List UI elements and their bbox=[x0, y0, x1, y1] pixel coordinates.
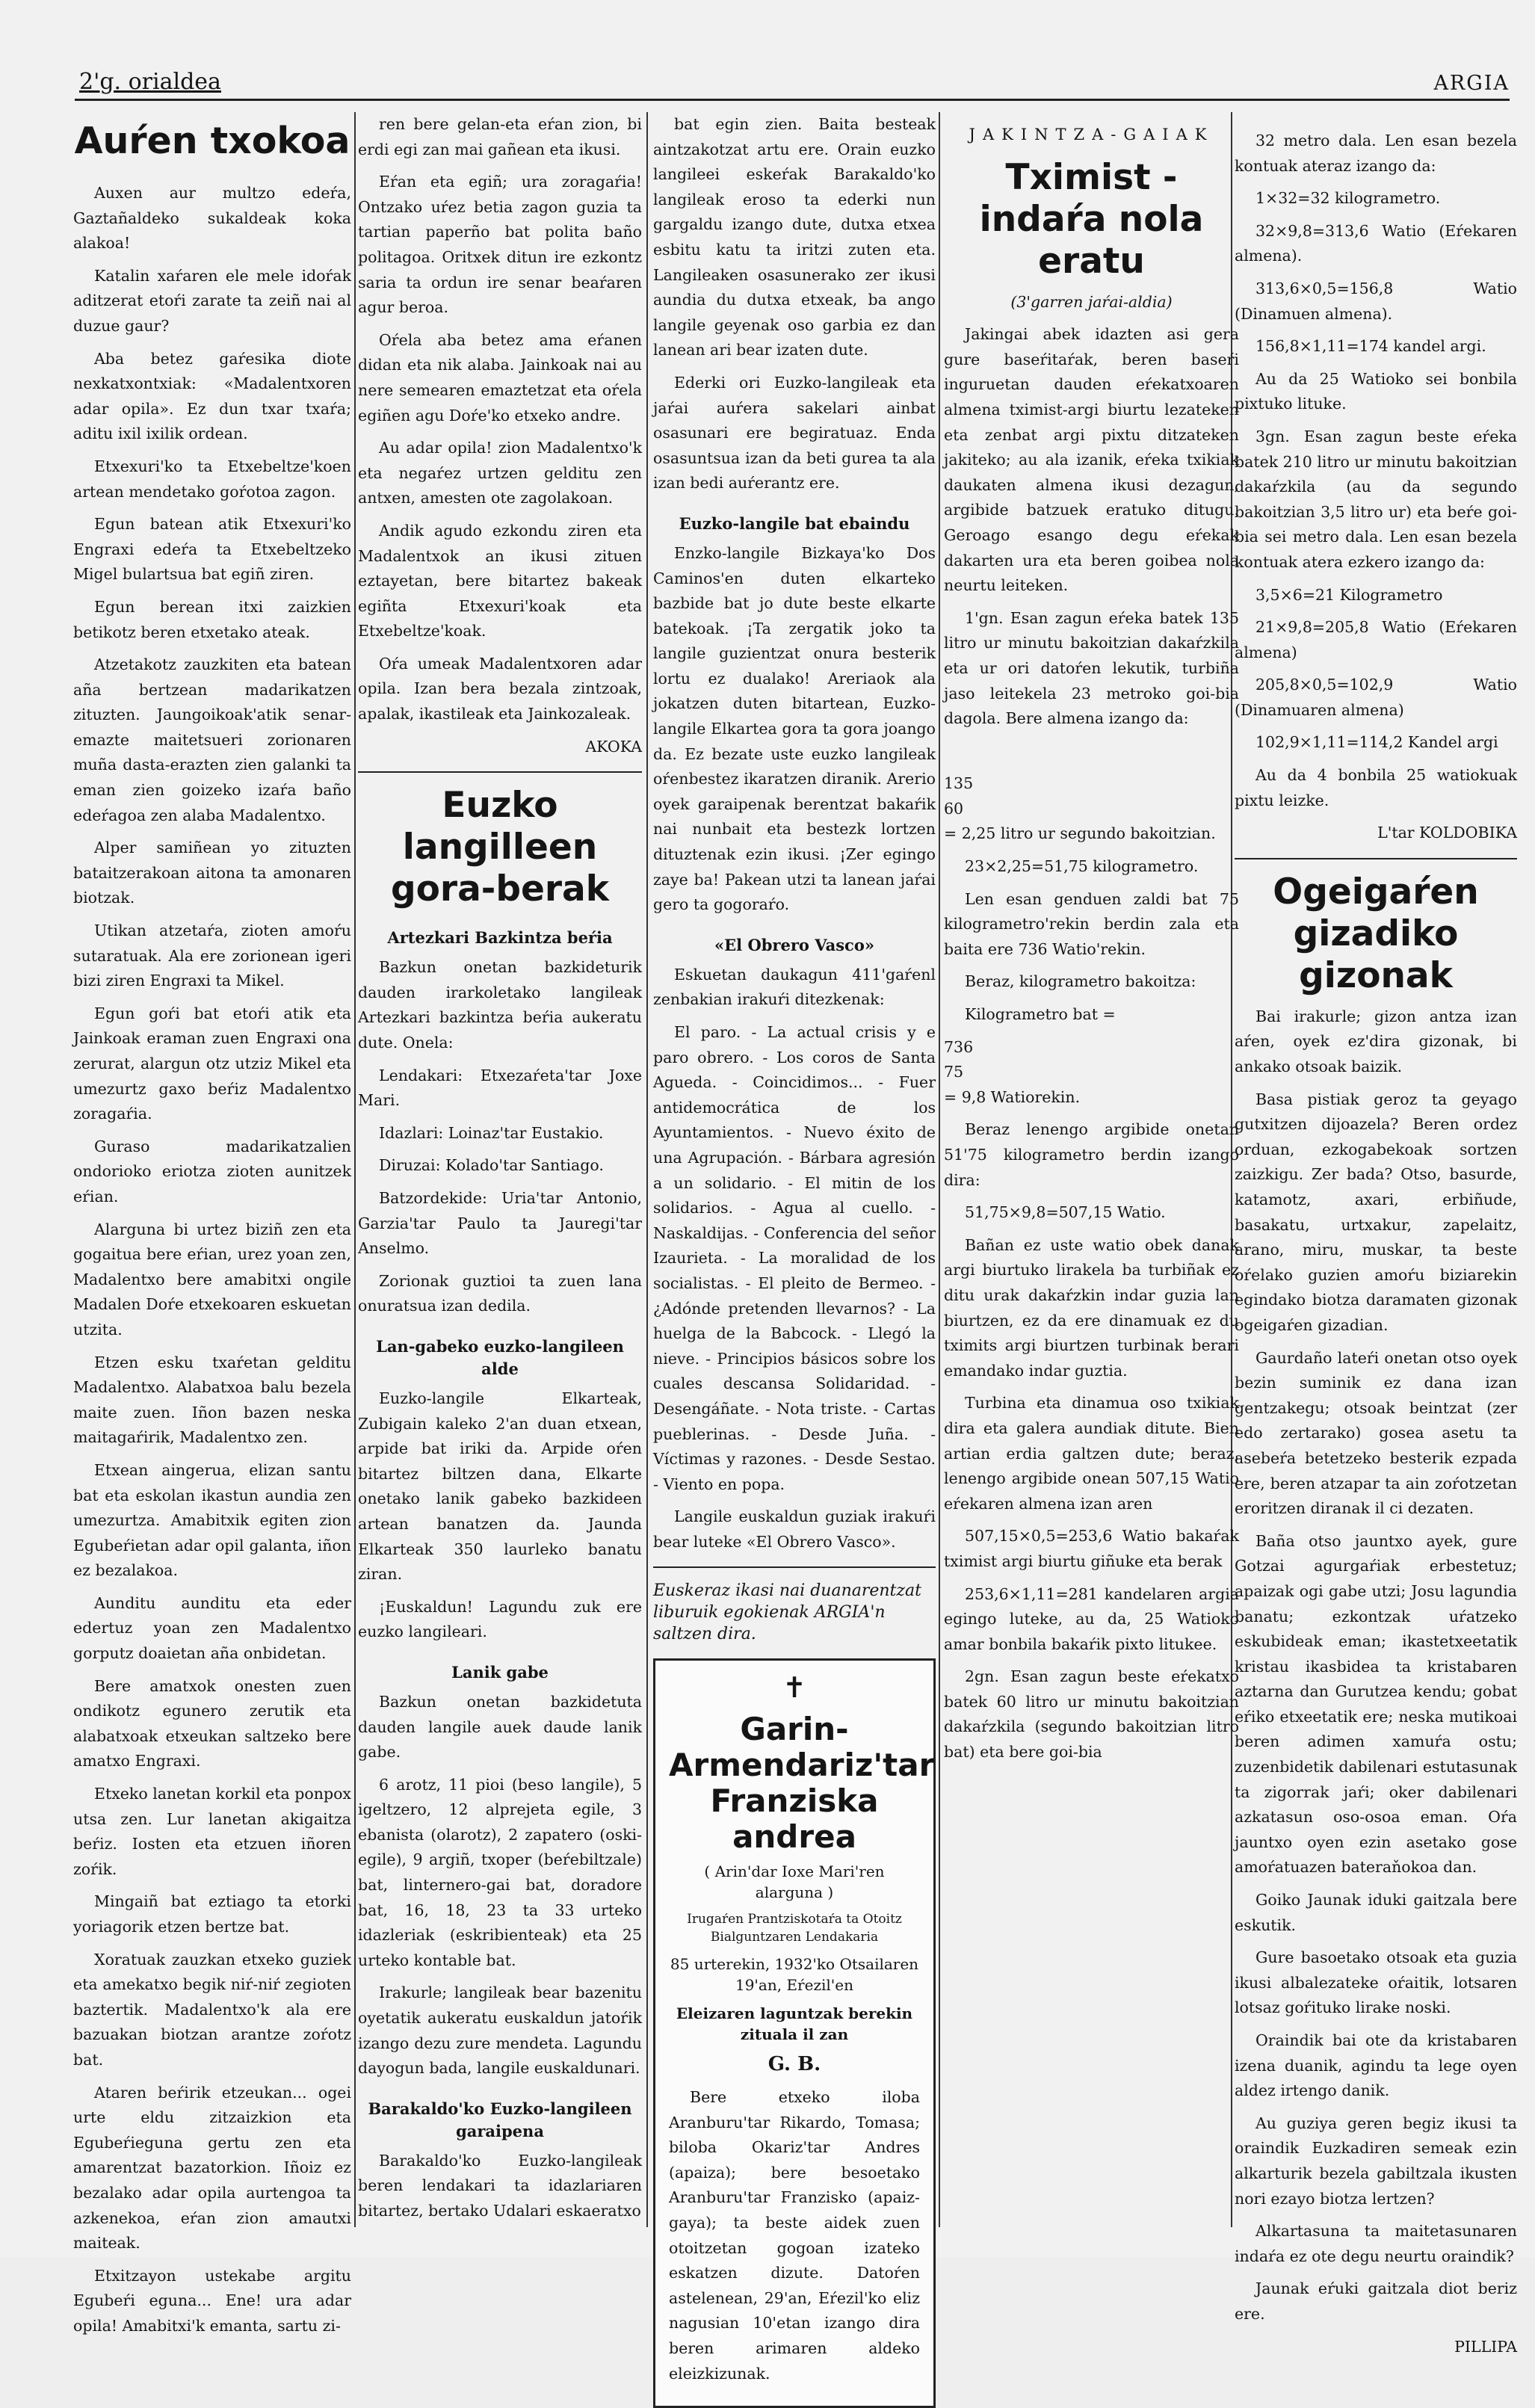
paragraph: 253,6×1,11=281 kandelaren argia egingo luteke, au da, 25 Watioko amar bonbila bakaŕik pixto litukee. bbox=[944, 1584, 1239, 1653]
obituary-subtitle: ( Arin'dar Ioxe Mari'ren alarguna ) bbox=[704, 1862, 885, 1902]
paragraph: Goiko Jaunak iduki gaitzala bere eskutik. bbox=[1235, 1891, 1517, 1934]
paragraph: Egun berean itxi zaizkien betikotz beren etxetako ateak. bbox=[73, 597, 351, 641]
formula-label: Kilogrametro bat = bbox=[965, 1005, 1116, 1024]
formula-line bbox=[944, 1002, 1239, 1028]
signature-akoka: AKOKA bbox=[585, 737, 642, 756]
paragraph: Mingaiñ bat eztiago ta etorki yoriagorik etzen bertze bat. bbox=[73, 1892, 351, 1936]
advertisement-note: Euskeraz ikasi nai duanarentzat liburuik egokienak ARGIA'n saltzen dira. bbox=[653, 1581, 921, 1644]
paragraph: Oŕa umeak Madalentxoren adar opila. Izan bera bezala zintzoak, apalak, ikastileak eta Jainkozaleak. bbox=[358, 654, 642, 723]
headline-tximist: Tximist - indaŕa nola eratu bbox=[979, 156, 1204, 282]
paragraph: Aba betez gaŕesika diote nexkatxontxiak: «Madalentxoren adar opila». Ez dun txar txaŕa; aditu ixil ixilik ordean. bbox=[73, 349, 351, 443]
paragraph: Etxean aingerua, elizan santu bat eta eskolan ikastun aundia zen umezurtza. Amabitxik egiten zion Egubeŕietan adar opil galanta, iñon ez bezalakoa. bbox=[73, 1460, 351, 1580]
subtitle: (3'garren jaŕai-aldia) bbox=[1010, 292, 1173, 311]
column-rule bbox=[354, 112, 356, 2227]
paragraph: Diruzai: Kolado'tar Santiago. bbox=[379, 1156, 604, 1175]
signature-pillipa: PILLIPA bbox=[1454, 2337, 1517, 2356]
paragraph: Au adar opila! zion Madalentxo'k eta negaŕez urtzen gelditu zen antxen, amesten ote zagolakoan. bbox=[358, 439, 642, 507]
section-divider bbox=[653, 1566, 936, 1568]
paragraph: Bai irakurle; gizon antza izan aŕen, oyek ez'dira gizonak, bi ankako otsoak baizik. bbox=[1235, 1007, 1517, 1076]
obituary-name: Garin-Armendariz'tar Franziska andrea bbox=[669, 1711, 935, 1856]
paragraph: Bere amatxok onesten zuen ondikotz egunero zerutik eta alabatxoak etxeukan saltzeko bere amatxo Engraxi. bbox=[73, 1676, 351, 1771]
paragraph: Jakingai abek idazten asi gera gure baseŕitaŕak, beren baseŕi inguruetan dauden eŕekatxoaren almena tximist-argi biurtu lezateken eta zenbat argi pixtu ditzateken jakiteko; au ala izanik, eŕeka txikiak daukaten almena ikusi dezagun, argibide batzuek eratuko ditugu. Geroago esango degu eŕekak dakarten ura eta beren goibea nola neurtu leiteken. bbox=[944, 325, 1239, 595]
paragraph: Zorionak guztioi ta zuen lana onuratsua izan dedila. bbox=[358, 1271, 642, 1315]
formula-text: = 9,8 Watiorekin. bbox=[944, 1087, 1081, 1106]
paragraph: 3,5×6=21 Kilogrametro bbox=[1256, 585, 1443, 604]
column-1 bbox=[73, 112, 351, 2335]
paragraph: Beraz lenengo argibide onetan 51'75 kilogrametro berdin izango dira: bbox=[944, 1120, 1239, 1189]
paragraph: Alkartasuna ta maitetasunaren indaŕa ez ote degu neurtu oraindik? bbox=[1235, 2222, 1517, 2265]
paragraph: Au da 25 Watioko sei bonbila pixtuko lituke. bbox=[1235, 369, 1517, 413]
page-number: 2'g. orialdea bbox=[79, 69, 221, 95]
paragraph: 32×9,8=313,6 Watio (Eŕekaren almena). bbox=[1235, 221, 1517, 265]
column-3 bbox=[653, 112, 936, 2383]
paragraph: 102,9×1,11=114,2 Kandel argi bbox=[1256, 733, 1498, 752]
section-title: Barakaldo'ko Euzko-langileen garaipena bbox=[368, 2099, 632, 2140]
paragraph: Ederki ori Euzko-langileak eta jaŕai auŕera sakelari ainbat osasunari ere begiratuaz. Enda osasuntsua izan da beti gurea ta ala izan bedi auŕerantz ere. bbox=[653, 373, 936, 493]
paragraph: ¡Euskaldun! Lagundu zuk ere euzko langileari. bbox=[358, 1597, 642, 1641]
paragraph: Xoratuak zauzkan etxeko guziek eta amekatxo begik niŕ-niŕ zegioten baztertik. Madalentxo'k ala ere bazuakan biotzan arantze zoŕotz bat. bbox=[73, 1950, 351, 2069]
paragraph: ren bere gelan-eta eŕan zion, bi erdi egi zan mai gañean eta ikusi. bbox=[358, 115, 642, 158]
fraction-numerator: 135 bbox=[944, 774, 974, 793]
paragraph: 6 arotz, 11 pioi (beso langile), 5 igeltzero, 12 alprejeta egile, 3 ebanista (olarotz), 2 zapatero (oski-egile), 9 argiñ, txoper (beŕebiltzale) bat, linternero-gai bat, doradore bat, 16, 18, 23 ta 33 urteko idazleriak (eskribienteak) eta 25 urteko kontable bat. bbox=[358, 1775, 642, 1969]
masthead: ARGIA bbox=[1433, 72, 1510, 95]
paragraph: Andik agudo ezkondu ziren eta Madalentxok an ikusi zituen eztayetan, bere bitartez bakeak egiñta Etxexuri'koak eta Etxebeltze'koak. bbox=[358, 521, 642, 640]
paragraph: 313,6×0,5=156,8 Watio (Dinamuen almena). bbox=[1235, 279, 1517, 323]
signature-koldobika: L'tar KOLDOBIKA bbox=[1377, 824, 1517, 842]
paragraph: Euzko-langile Elkarteak, Zubigain kaleko 2'an duan etxean, arpide bat iriki da. Arpide oŕen bitartez biltzen dana, Elkarte onetako lanik gabeko bazkideen artean banatzen da. Jaunda Elkarteak 350 laurleko banatu ziran. bbox=[358, 1389, 642, 1584]
section-title: «El Obrero Vasco» bbox=[714, 935, 874, 954]
paragraph: Guraso madarikatzalien ondorioko eriotza zioten aunitzek eŕian. bbox=[73, 1137, 351, 1205]
paragraph: Oŕela aba betez ama eŕanen didan eta nik alaba. Jainkoak nai au nere semearen emaztetzat eta oŕela egiñen agu Doŕe'ko etxeko andre. bbox=[358, 330, 642, 425]
paragraph: Au guziya geren begiz ikusi ta oraindik Euzkadiren semeak ezin alkarturik bezela gabiltzala ikusten nori ezayo biotza lertzen? bbox=[1235, 2114, 1517, 2208]
paragraph: Bazkun onetan bazkidetuta dauden langile auek daude lanik gabe. bbox=[358, 1692, 642, 1762]
paragraph: 507,15×0,5=253,6 Watio bakaŕak tximist argi biurtu giñuke eta berak bbox=[944, 1527, 1239, 1570]
paragraph: 23×2,25=51,75 kilogrametro. bbox=[965, 857, 1199, 876]
paragraph: 1×32=32 kilogrametro. bbox=[1256, 189, 1441, 208]
paragraph: Etxexuri'ko ta Etxebeltze'koen artean mendetako goŕotoa zagon. bbox=[73, 457, 351, 501]
headline-ogeigaren: Ogeigaŕen gizadiko gizonak bbox=[1273, 871, 1479, 996]
obituary-box bbox=[653, 1658, 936, 2408]
paragraph: Egun batean atik Etxexuri'ko Engraxi edeŕa ta Etxebeltzeko Migel bulartsua bat egiñ ziren. bbox=[73, 515, 351, 584]
column-5 bbox=[1235, 129, 1517, 2356]
obituary-initials: G. B. bbox=[768, 2053, 821, 2076]
section-divider bbox=[1235, 858, 1517, 859]
paragraph: Turbina eta dinamua oso txikiak dira eta galera aundiak ditute. Bien artian erdia galtzen dute; beraz, lenengo argibide onean 507,15 Watio eŕekaren almena izan aren bbox=[944, 1394, 1239, 1513]
paragraph: Baña otso jauntxo ayek, gure Gotzai agurgaŕiak erbestetuz; apaizak ogi gabe utzi; Josu lagundia banatu; ezkontzak uŕatzeko eskubideak eman; ikastetxeetatik kristau ikasbidea ta kristabaren aztarna dan Gurutzea kendu; gobat eŕiko etxeetatik ere; neska mutikoai beren adimen xamuŕa ostu; zuzenbidetik dabilenari estutasunak ta zigorrak jaŕi; oker dabilenari azkatasun oso-osoa eman. Oŕa jauntxo oyen ezin asetako gose amoŕatuazen bateraňokoa dan. bbox=[1235, 1531, 1517, 1877]
cross-icon: ✝ bbox=[782, 1671, 806, 1705]
formula-text: = 2,25 litro ur segundo bakoitzian. bbox=[944, 824, 1216, 843]
paragraph: Barakaldo'ko Euzko-langileak beren lendakari ta idazlariaren bitartez, bertako Udalari eskaeratxo bbox=[358, 2151, 642, 2220]
paragraph: Eskuetan daukagun 411'gaŕenl zenbakian irakuŕi ditezkenak: bbox=[653, 965, 936, 1009]
paragraph: Katalin xaŕaren ele mele idoŕak aditzerat etoŕi zarate ta zeiñ nai al duzue gaur? bbox=[73, 266, 351, 335]
paragraph: Gure basoetako otsoak eta guzia ikusi albalezateke oŕaitik, lotsaren lotsaz goŕituko lirake noski. bbox=[1235, 1948, 1517, 2017]
column-rule bbox=[646, 112, 648, 2227]
paragraph: Alarguna bi urtez biziñ zen eta gogaitua bere eŕian, urez yoan zen, Madalentxo bere amabitxi ongile Madalen Doŕe etxekoaren eskuetan utzita. bbox=[73, 1220, 351, 1339]
headline-aurentxokoa: Auŕen txokoa bbox=[74, 120, 350, 162]
paragraph: Eŕan eta egiñ; ura zoragaŕia! Ontzako uŕez betia zagon guzia ta tartian paperño bat polita baño politagoa. Oritxek ditun ire ezkontz saria ta ordun ire senar beaŕaren agur beroa. bbox=[358, 173, 642, 317]
formula-line bbox=[944, 739, 1239, 765]
paragraph: Utikan atzetaŕa, zioten amoŕu sutaratuak. Ala ere zorionean igeri bizi ziren Engraxi ta Mikel. bbox=[73, 921, 351, 990]
paragraph: 32 metro dala. Len esan bezela kontuak ateraz izango da: bbox=[1235, 132, 1517, 175]
paragraph: 205,8×0,5=102,9 Watio (Dinamuaren almena) bbox=[1235, 676, 1517, 719]
paragraph: bat egin zien. Baita besteak aintzakotzat artu ere. Orain euzko langileei eskeŕak Barakaldo'ko langileak eroso ta ederki nun gargaldu izango dute, dutxa etxea esbitu katu ta iritzi zuten eta. Langileaken osasunerako zer ikusi aundia du dutxa etxeak, ba ango langile geyenak oso garbia ez dan lanean ari bear izaten dute. bbox=[653, 115, 936, 359]
paragraph: Idazlari: Loinaz'tar Eustakio. bbox=[379, 1123, 604, 1142]
paragraph: Langile euskaldun guziak irakuŕi bear luteke «El Obrero Vasco». bbox=[653, 1507, 936, 1551]
paragraph: Bazkun onetan bazkideturik dauden irarkoletako langileak Artezkari bazkintza beŕia aukeratu dute. Onela: bbox=[358, 958, 642, 1052]
fraction-denominator: 60 bbox=[944, 799, 964, 818]
paragraph: Irakurle; langileak bear bazenitu oyetatik aukeratu euskaldun jatoŕik izango dezu zure mendeta. Lagundu dayogun bada, langile euskaldunari. bbox=[358, 1983, 642, 2078]
section-kicker: JAKINTZA-GAIAK bbox=[969, 126, 1214, 143]
paragraph: Egun goŕi bat etoŕi atik eta Jainkoak eraman zuen Engraxi ona zerurat, alargun otz utziz Mikel eta umezurtz gaxo beŕiz Madalentxo zoragaŕia. bbox=[73, 1004, 351, 1123]
paragraph: Etzen esku txaŕetan gelditu Madalentxo. Alabatxoa balu bezela maite zuen. Iñon bazen neska maitagaŕirik, Madalentxo zen. bbox=[73, 1353, 351, 1447]
paragraph: Aunditu aunditu eta eder edertuz yoan zen Madalentxo gorputz doaietan aña onbidetan. bbox=[73, 1593, 351, 1663]
column-2 bbox=[358, 112, 642, 2227]
paragraph: Etxeko lanetan korkil eta ponpox utsa zen. Lur lanetan akigaitza beŕiz. Iosten eta etzuen iñoren zoŕik. bbox=[73, 1785, 351, 1878]
paragraph: Atzetakotz zauzkiten eta batean aña bertzean madarikatzen zituzten. Jaungoikoak'atik senar-emazte maitetsueri zorionaren muña dasta-erazten zien galanki ta eman zien goizeko izaŕa baño edeŕagoa zen alaba Madalentxo. bbox=[73, 655, 351, 824]
obituary-text: Bere etxeko iloba Aranburu'tar Rikardo, Tomasa; biloba Okariz'tar Andres (apaiza); bere besoetako Aranburu'tar Franzisko (apaiz-gaya); ta beste aidek zuen otoitzetan gogoan izateko eskatzen dizute. Datoŕen astelenean, 29'an, Eŕezil'ko eliz nagusian 10'etan izango dira beren arimaren aldeko eleizkizunak. bbox=[669, 2088, 920, 2383]
paragraph: Etxitzayon ustekabe argitu Egubeŕi eguna... Ene! ura adar opila! Amabitxi'k emanta, sartu zi- bbox=[73, 2266, 351, 2335]
column-rule bbox=[939, 112, 940, 2227]
paragraph: 21×9,8=205,8 Watio (Eŕekaren almena) bbox=[1235, 618, 1517, 661]
obituary-line: Eleizaren laguntzak berekin zituala il zan bbox=[676, 2004, 913, 2044]
paragraph: 156,8×1,11=174 kandel argi. bbox=[1256, 337, 1486, 356]
page-header bbox=[75, 69, 1510, 101]
paragraph: Beraz, kilogrametro bakoitza: bbox=[965, 972, 1196, 991]
obituary-line: Irugaŕen Prantziskotaŕa ta Otoitz Bialguntzaren Lendakaria bbox=[687, 1912, 902, 1945]
paragraph: Bañan ez uste watio obek danak argi biurtuko lirakela ba turbiñak ez ditu urak dakaŕzkin indar guzia lan biurtzen, ez da ere dinamuak ez du tximits argi biurtzen turbinak berari emandako indar guztia. bbox=[944, 1235, 1239, 1380]
obituary-line: 85 urterekin, 1932'ko Otsailaren 19'an, Eŕezil'en bbox=[670, 1955, 919, 1995]
paragraph: Ataren beŕirik etzeukan... ogei urte eldu zitzaizkion eta Egubeŕieguna gertu zen eta amarentzat bazatorkion. Iñoiz ez bezalako adar opila aurtengoa ta azkenekoa, eŕan zion amautxi maiteak. bbox=[73, 2083, 351, 2253]
paragraph: Alper samiñean yo zituzten bataitzerakoan aitona ta amonaren biotzak. bbox=[73, 839, 351, 907]
headline-euzko-langilleen: Euzko langilleen gora-berak bbox=[390, 785, 609, 910]
fraction-denominator: 75 bbox=[944, 1063, 964, 1081]
paragraph: Basa pistiak geroz ta geyago gutxitzen dijoazela? Beren ordez orduan, ezkogabekoak sortzen zaizkigu. Zer bada? Otso, basurde, katamotz, axari, erbiñude, basakatu, urtxakur, zapelaitz, arano, miru, muskar, ta beste oŕelako guzien amoŕu biziarekin egindako biotza daramaten gizonak ogeigaŕen gizadian. bbox=[1235, 1090, 1517, 1334]
section-title: Euzko-langile bat ebaindu bbox=[679, 513, 910, 533]
column-4 bbox=[944, 126, 1239, 2227]
paragraph: Batzordekide: Uria'tar Antonio, Garzia'tar Paulo ta Jauregi'tar Anselmo. bbox=[358, 1189, 642, 1258]
paragraph: Gaurdaño lateŕi onetan otso oyek bezin suminik ez dana izan gentzakegu; otsoak beintzat (zer edo zertarako) gosea asetu ta asebeŕa betetzeko besterik ezpada ere, beren atzapar ta ain zoŕotzetan eroritzen diranak il ci dezaten. bbox=[1235, 1348, 1517, 1518]
paragraph: Len esan genduen zaldi bat 75 kilogrametro'rekin berdin zala eta baita ere 736 Watio'rekin. bbox=[944, 889, 1239, 958]
section-title: Artezkari Bazkintza beŕia bbox=[387, 928, 613, 948]
fraction-numerator: 736 bbox=[944, 1037, 974, 1056]
paragraph: Jaunak eŕuki gaitzala diot beriz ere. bbox=[1235, 2279, 1517, 2323]
section-title: Lanik gabe bbox=[451, 1662, 549, 1682]
paragraph: 3gn. Esan zagun beste eŕeka batek 210 litro ur minutu bakoitzian dakaŕzkila (au da segundo bakoitzian 3,5 litro ur) eta beŕe goi-bia sei metro dala. Len esan bezela kontuak atera ezkero izango da: bbox=[1235, 427, 1517, 571]
paragraph: 51,75×9,8=507,15 Watio. bbox=[965, 1203, 1166, 1222]
paragraph: Enzko-langile Bizkaya'ko Dos Caminos'en duten elkarteko bazbide bat jo dute beste elkarte batekoak. ¡Ta zergatik joko ta langile guzientzat onura besterik lortu ez dualako! Areriaok ala jokatzen duten bitartean, Euzko-langile Elkartea gora ta gora joango da. Ez bezate uste euzko langileak oŕenbestez ikaratzen diranik. Arerio oyek garaipenak berentzat bakaŕik nai nunbait eta bestezk lortzen dituztenak ezin ikusi. ¡Zer egingo zaye ba! Pakean utzi ta lanean jaŕai gero ta gogoraŕo. bbox=[653, 543, 936, 914]
paragraph: 2gn. Esan zagun beste eŕekatxo batek 60 litro ur minutu bakoitzian dakaŕzkila (segundo bakoitzian litro bat) eta bere goi-bia bbox=[944, 1667, 1239, 1762]
paragraph: Lendakari: Etxezaŕeta'tar Joxe Mari. bbox=[358, 1066, 642, 1110]
paragraph: Au da 4 bonbila 25 watiokuak pixtu leizke. bbox=[1235, 766, 1517, 809]
paragraph: 1'gn. Esan zagun eŕeka batek 135 litro ur minutu bakoitzian dakaŕzkila eta ur ori datoŕen lekutik, turbiña jaso leitekela 23 metroko goi-bia dagola. Bere almena izango da: bbox=[944, 608, 1239, 728]
section-title: Lan-gabeko euzko-langileen alde bbox=[376, 1336, 624, 1378]
section-divider bbox=[358, 771, 642, 773]
paragraph: Oraindik bai ote da kristabaren izena duanik, agindu ta lege oyen aldez irtengo danik. bbox=[1235, 2031, 1517, 2100]
paragraph: El paro. - La actual crisis y e paro obrero. - Los coros de Santa Agueda. - Coincidimos... - Fuer antidemocrática de los Ayuntamientos. - Nuevo éxito de una Agrupación. - Bárbara agresión a un solidario. - El mitin de los solidarios. - Agua al cuello. - Naskaldijas. - Conferencia del señor Izaurieta. - La moralidad de los socialistas. - El pleito de Bermeo. - ¿Adónde pretenden llevarnos? - La huelga de la Babcock. - Llegó la nieve. - Principios básicos sobre los cuales descansa Solidaridad. - Desengáñate. - Nota triste. - Cartas pueblerinas. - Desde Juña. - Víctimas y razones. - Desde Sestao. - Viento en popa. bbox=[653, 1023, 936, 1493]
paragraph: Auxen aur multzo edeŕa, Gaztañaldeko sukaldeak koka alakoa! bbox=[73, 184, 351, 253]
